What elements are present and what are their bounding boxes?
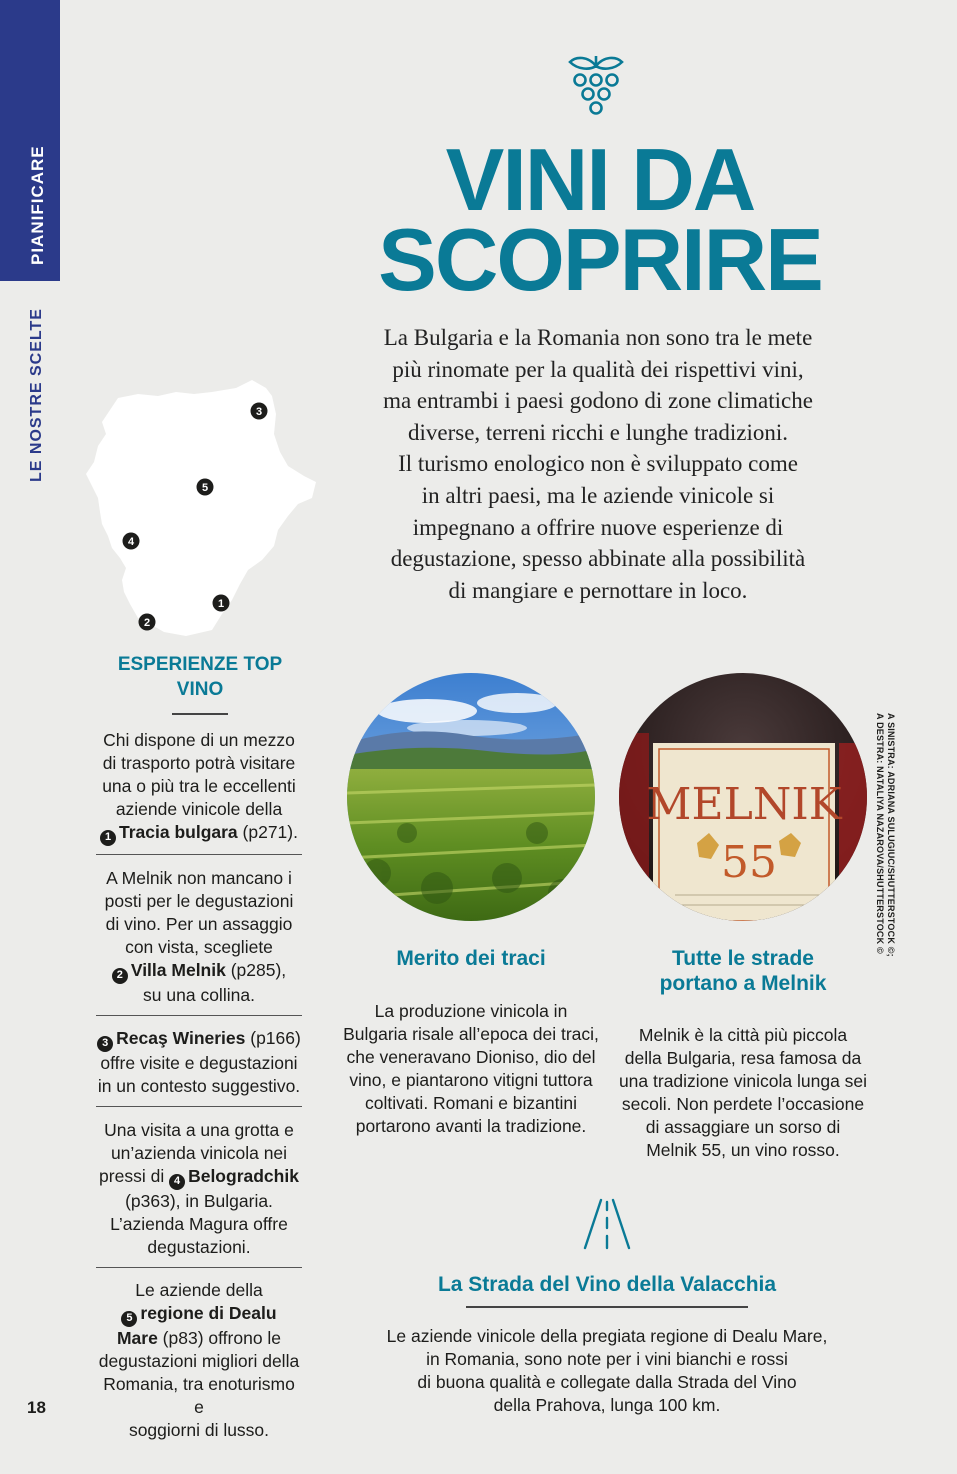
- number-marker: 4: [169, 1174, 185, 1190]
- feature-line: di assaggiare un sorso di: [645, 1117, 841, 1137]
- page-ref: (p285),: [225, 960, 287, 980]
- intro-line: degustazione, spesso abbinate alla possibilità: [390, 546, 806, 572]
- item-line: A Melnik non mancano i: [106, 868, 292, 888]
- tab-label: PIANIFICARE: [28, 145, 47, 265]
- list-item: [96, 1279, 302, 1442]
- intro-line: in altri paesi, ma le aziende vinicole si: [421, 482, 775, 508]
- intro-line: La Bulgaria e la Romania non sono tra le mete: [383, 325, 813, 350]
- item-line: Le aziende della: [135, 1280, 263, 1300]
- wine-road-line: in Romania, sono note per i vini bianchi e rossi: [426, 1349, 788, 1369]
- feature-line: La produzione vinicola in: [374, 1001, 568, 1021]
- wine-road-text: [372, 1325, 842, 1417]
- item-line: degustazioni migliori della: [98, 1350, 300, 1371]
- feature-line: coltivati. Romani e bizantini: [364, 1093, 578, 1113]
- grape-icon: [564, 52, 628, 124]
- item-line: in un contesto suggestivo.: [97, 1075, 301, 1096]
- feature-line: della Bulgaria, resa famosa da: [624, 1048, 862, 1068]
- page-ref: (p271).: [237, 822, 298, 842]
- vineyard-photo: [347, 673, 595, 921]
- intro-line: di mangiare e pernottare in loco.: [448, 577, 748, 603]
- intro-line: Il turismo enologico non è sviluppato come: [398, 451, 798, 477]
- feature-line: una tradizione vinicola lunga sei: [618, 1071, 868, 1091]
- item-line: Romania, tra enoturismo e: [103, 1373, 295, 1417]
- map-marker-3: [251, 403, 268, 420]
- page-number: 18: [27, 1398, 46, 1417]
- list-item: [96, 867, 302, 1007]
- feature-line: vino, e piantarono vitigni tuttora: [349, 1070, 593, 1090]
- map-marker-4: [123, 533, 140, 550]
- bottle-label-number: 55: [721, 837, 777, 888]
- feature-text: [340, 1000, 602, 1138]
- wine-road-title: La Strada del Vino della Valacchia: [437, 1273, 777, 1296]
- wine-road-line: Le aziende vinicole della pregiata regione di Dealu Mare,: [386, 1326, 828, 1346]
- item-line: con vista, scegliete: [125, 937, 273, 957]
- item-line: Una visita a una grotta e: [104, 1120, 294, 1140]
- intro-line: ma entrambi i paesi godono di zone climatiche: [383, 388, 813, 414]
- svg-text:5: 5: [201, 482, 209, 494]
- place-name: Belogradchik: [188, 1166, 299, 1186]
- intro-line: impegnano a offrire nuove esperienze di: [412, 514, 784, 540]
- item-line: [96, 1302, 302, 1327]
- place-name: Recaş Wineries: [116, 1028, 246, 1048]
- svg-text:3: 3: [255, 406, 263, 418]
- intro-paragraph: [320, 322, 876, 606]
- item-line: posti per le degustazioni: [104, 891, 294, 911]
- place-name: regione di Dealu: [140, 1303, 277, 1323]
- feature-title: Merito dei traci: [396, 947, 546, 970]
- item-line: [96, 959, 302, 984]
- divider: [96, 854, 302, 855]
- section-label: LE NOSTRE SCELTE: [28, 308, 45, 482]
- list-item: [96, 1027, 302, 1098]
- item-line: [96, 1327, 302, 1350]
- place-name: Villa Melnik: [130, 960, 226, 980]
- feature-title-line: portano a Melnik: [659, 972, 827, 995]
- map-marker-5: [197, 479, 214, 496]
- svg-text:4: 4: [127, 536, 135, 548]
- experiences-heading: [100, 652, 300, 702]
- item-line: offre visite e degustazioni: [100, 1052, 298, 1073]
- heading-line: VINO: [176, 679, 224, 700]
- wine-road-line: di buona qualità e collegate dalla Strada del Vino: [417, 1372, 797, 1392]
- melnik-bottle-photo: [619, 673, 867, 921]
- page-ref: (p166): [245, 1028, 301, 1048]
- photo-credit: [874, 713, 896, 957]
- feature-title: [618, 946, 868, 996]
- item-line: di vino. Per un assaggio: [105, 914, 293, 934]
- list-item: [96, 729, 302, 846]
- place-name: Tracia bulgara: [119, 822, 238, 842]
- item-line: un’azienda vinicola nei: [110, 1143, 288, 1163]
- feature-line: portarono avanti la tradizione.: [355, 1116, 587, 1136]
- credit-line: A SINISTRA: ADRIANA SULUGIUC/SHUTTERSTOCK ©;: [886, 713, 896, 957]
- item-line: L’azienda Magura offre: [110, 1213, 288, 1234]
- page-title-line-2: SCOPRIRE: [378, 210, 822, 309]
- map-marker-1: [213, 595, 230, 612]
- item-line: su una collina.: [143, 984, 255, 1005]
- divider: [96, 1106, 302, 1107]
- feature-line: che veneravano Dioniso, dio del: [346, 1047, 596, 1067]
- item-line: Chi dispone di un mezzo: [103, 730, 295, 750]
- map-marker-2: [139, 614, 156, 631]
- divider: [96, 1015, 302, 1016]
- bottle-label-name: MELNIK: [646, 779, 842, 830]
- wine-road-rule: [466, 1306, 748, 1308]
- credit-line: A DESTRA: NATALIYA NAZAROVA/SHUTTERSTOCK ©: [875, 713, 885, 954]
- intro-line: più rinomate per la qualità dei rispettivi vini,: [392, 356, 804, 382]
- feature-line: secoli. Non perdete l’occasione: [621, 1094, 865, 1114]
- intro-line: diverse, terreni ricchi e lunghe tradizioni.: [408, 419, 788, 445]
- item-line: [96, 1165, 302, 1190]
- svg-text:1: 1: [217, 598, 225, 610]
- feature-text: [612, 1024, 874, 1162]
- item-line: (p363), in Bulgaria.: [125, 1190, 273, 1211]
- place-name: Mare: [116, 1327, 158, 1348]
- list-item: [96, 1119, 302, 1259]
- feature-line: Melnik è la città più piccola: [638, 1025, 848, 1045]
- wine-road-line: della Prahova, lunga 100 km.: [493, 1395, 721, 1415]
- map-region-shape: [86, 380, 316, 636]
- item-line: soggiorni di lusso.: [128, 1419, 270, 1440]
- item-line: degustazioni.: [147, 1236, 251, 1257]
- number-marker: 2: [112, 968, 128, 984]
- item-line: aziende vinicole della: [115, 799, 283, 819]
- item-line: di trasporto potrà visitare: [102, 753, 296, 773]
- heading-line: ESPERIENZE TOP: [117, 654, 283, 675]
- item-line: una o più tra le eccellenti: [102, 776, 296, 796]
- heading-rule: [172, 713, 228, 715]
- item-line: [96, 821, 302, 846]
- item-prefix: pressi di: [99, 1166, 170, 1186]
- item-line: [96, 1027, 302, 1052]
- feature-line: Bulgaria risale all’epoca dei traci,: [343, 1024, 599, 1044]
- bulgaria-map: [66, 374, 322, 638]
- number-marker: 5: [121, 1311, 137, 1327]
- feature-line: Melnik 55, un vino rosso.: [646, 1140, 840, 1160]
- divider: [96, 1267, 302, 1268]
- page-title-line-1: VINI DA: [445, 130, 755, 229]
- road-icon: [581, 1198, 633, 1250]
- feature-title-line: Tutte le strade: [672, 947, 814, 970]
- number-marker: 3: [97, 1036, 113, 1052]
- page-ref: (p83) offrono le: [157, 1327, 282, 1348]
- number-marker: 1: [100, 830, 116, 846]
- svg-text:2: 2: [143, 617, 151, 629]
